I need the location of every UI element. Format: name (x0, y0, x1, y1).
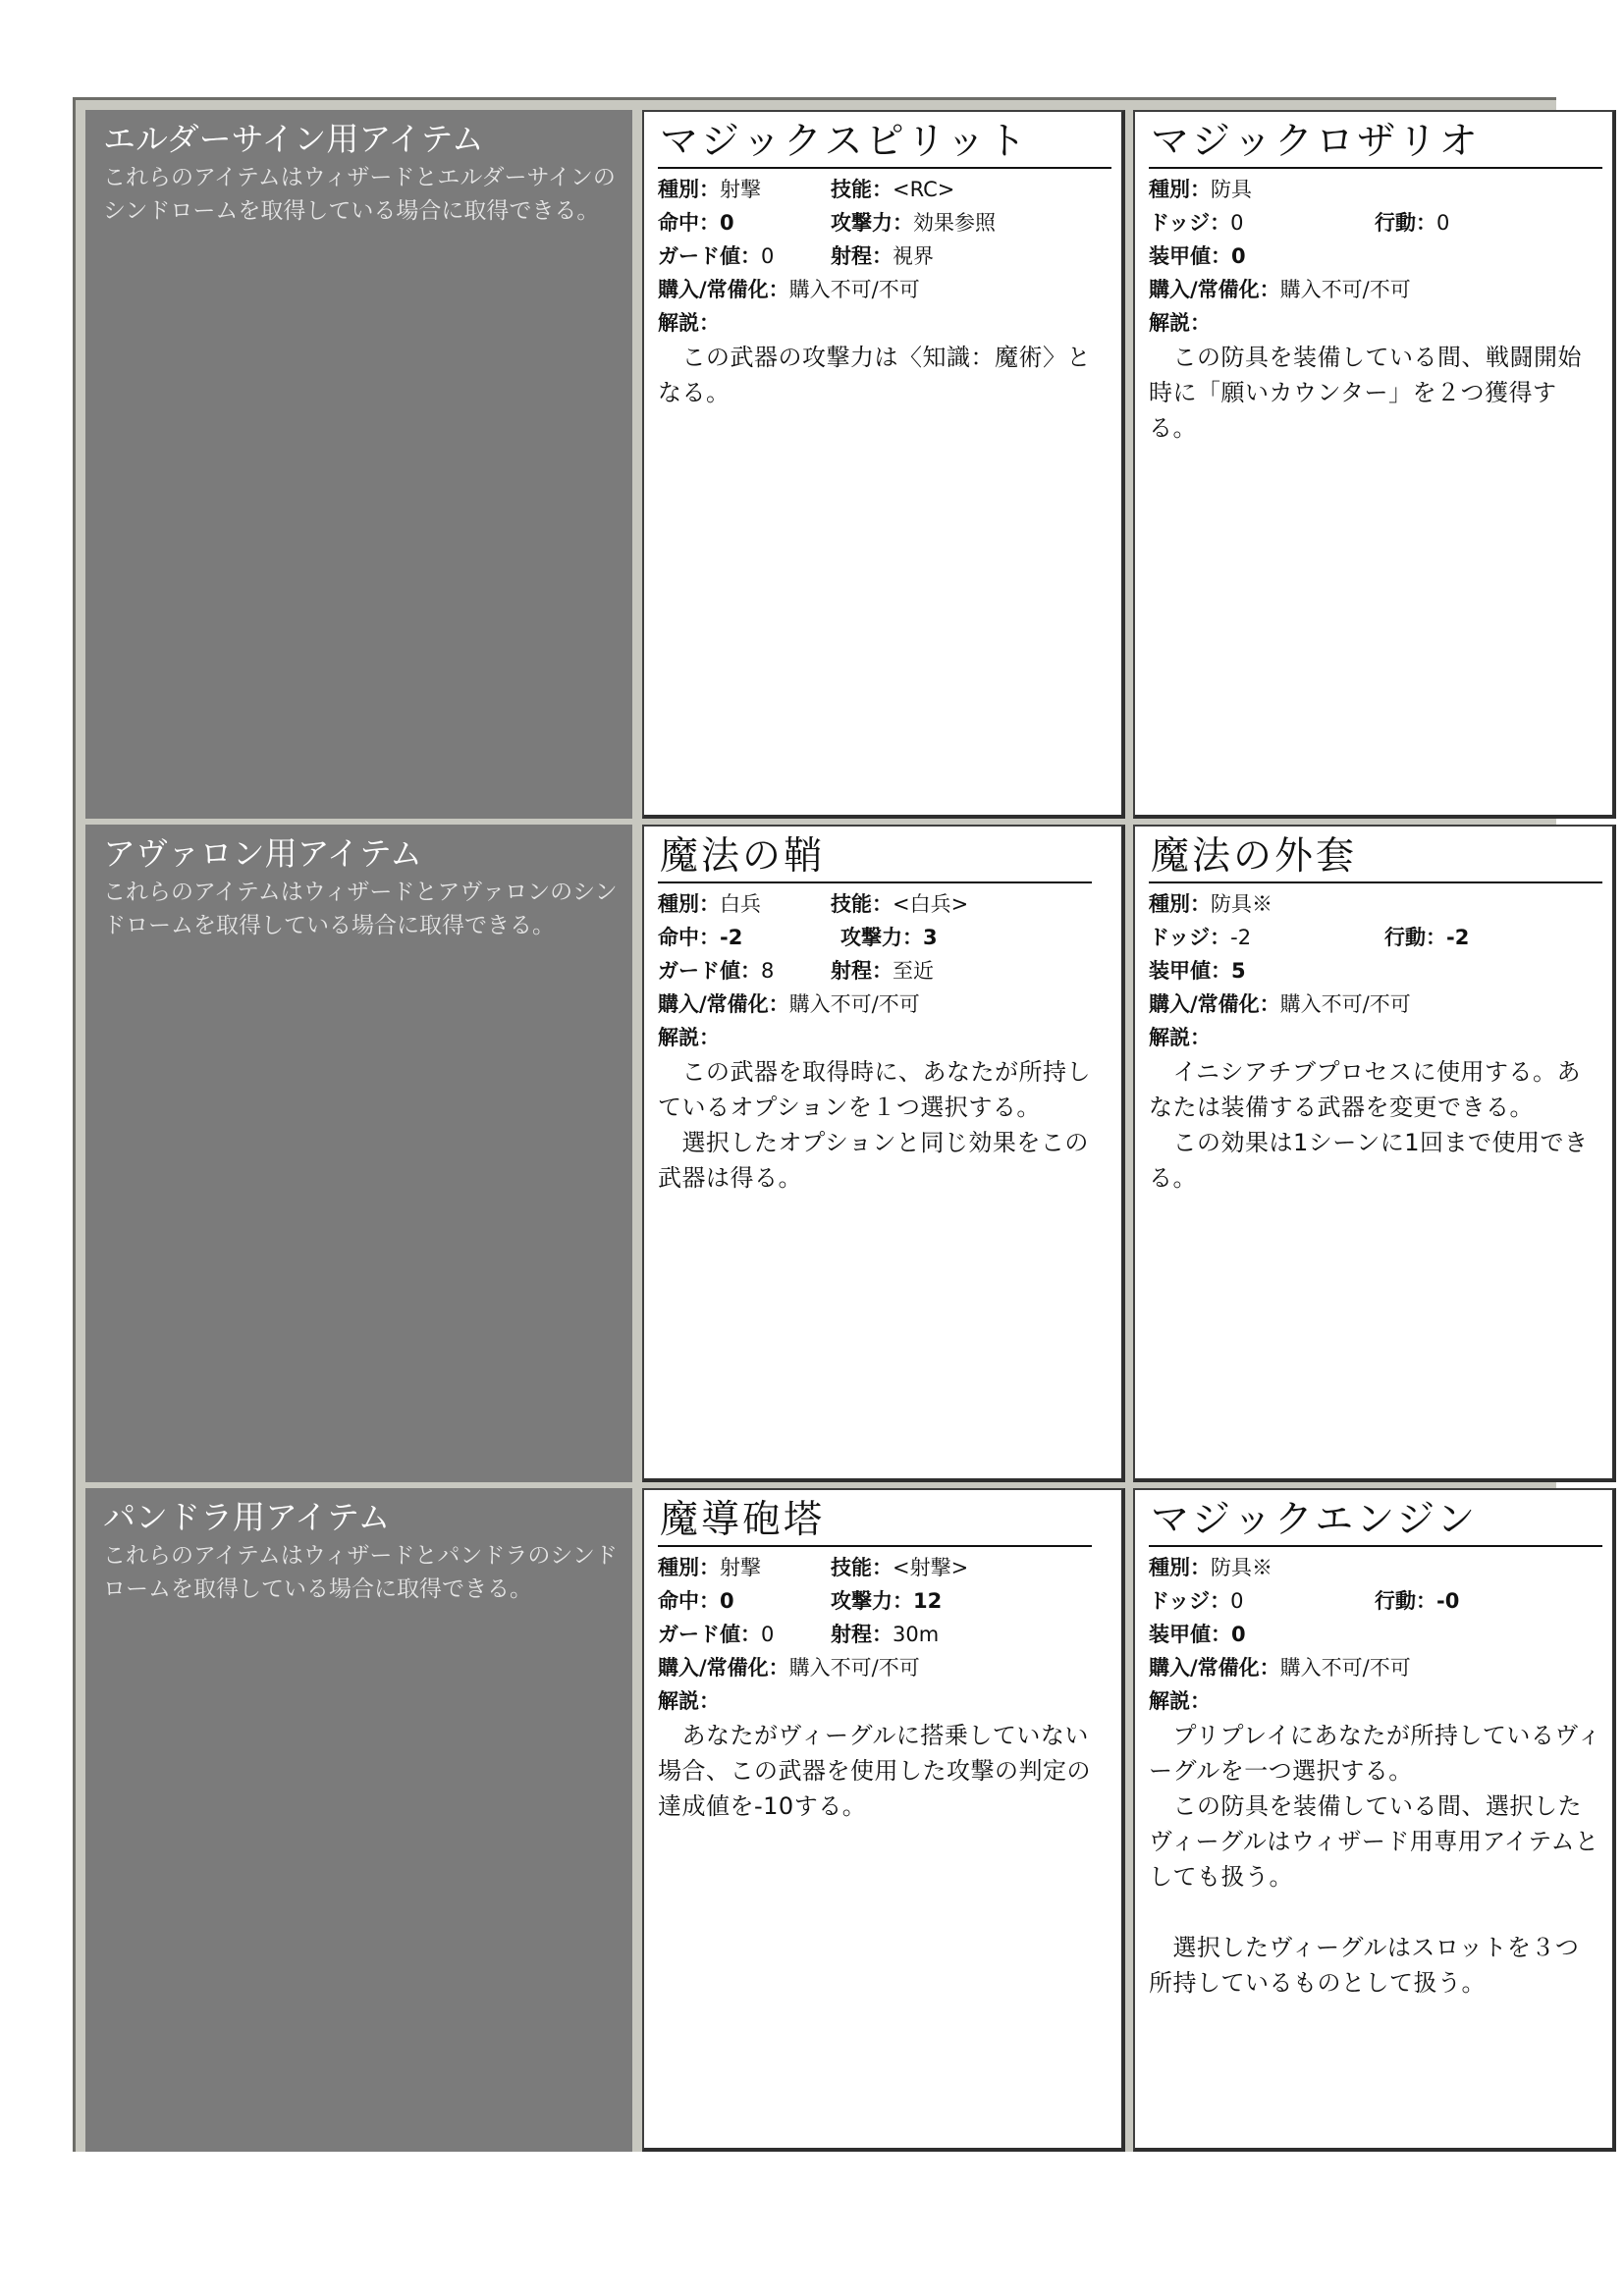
range-label: 射程： (831, 244, 893, 268)
attack-value: 3 (923, 926, 938, 949)
section-title: パンドラ用アイテム (103, 1498, 391, 1536)
item-name: マジックロザリオ (1149, 118, 1602, 169)
item-name: 魔法の外套 (1149, 832, 1602, 883)
dodge-value: 0 (1230, 211, 1244, 235)
description-label: 解説： (1149, 311, 1211, 335)
guard-value: 0 (761, 244, 775, 268)
section-description: これらのアイテムはウィザードとパンドラのシンドロームを取得している場合に取得できる。 (103, 1543, 618, 1602)
description-label: 解説： (1149, 1689, 1211, 1713)
item-name: 魔導砲塔 (658, 1496, 1092, 1547)
armor-value: 0 (1231, 244, 1246, 268)
item-description: あなたがヴィーグルに搭乗していない場合、この武器を使用した攻撃の判定の達成値を-10する。 (658, 1722, 1091, 1820)
stat-line (658, 887, 1111, 921)
type-label: 種別： (658, 1556, 720, 1579)
type-value: 防具※ (1211, 892, 1272, 916)
guard-value: 0 (761, 1623, 775, 1646)
action-label: 行動： (1384, 926, 1446, 949)
stat-line (1149, 1651, 1602, 1684)
stat-line (1149, 1618, 1602, 1651)
range-label: 射程： (831, 959, 893, 983)
hit-label: 命中： (658, 211, 720, 235)
type-label: 種別： (1149, 178, 1211, 201)
stat-line (1149, 988, 1602, 1021)
guard-label: ガード値： (658, 1623, 761, 1646)
stat-line (1149, 306, 1602, 340)
stat-line (658, 1551, 1111, 1584)
item-name: 魔法の鞘 (658, 832, 1092, 883)
attack-label: 攻撃力： (831, 211, 913, 235)
stat-line (658, 1651, 1111, 1684)
armor-label: 装甲値： (1149, 1623, 1231, 1646)
guard-label: ガード値： (658, 959, 761, 983)
action-label: 行動： (1375, 1589, 1436, 1613)
hit-value: -2 (720, 926, 743, 949)
item-row-avalon (76, 825, 1589, 1482)
skill-value: <RC> (893, 178, 955, 201)
armor-value: 5 (1231, 959, 1246, 983)
stat-line (1149, 1684, 1602, 1718)
item-description: イニシアチブプロセスに使用する。あなたは装備する武器を変更できる。 この効果は1シーンに1回まで使用できる。 (1149, 1058, 1589, 1192)
item-description: この武器を取得時に、あなたが所持しているオプションを１つ選択する。 選択したオプションと同じ効果をこの武器は得る。 (658, 1058, 1091, 1192)
buy-value: 購入不可/不可 (1279, 992, 1411, 1016)
section-panel (85, 1488, 632, 2152)
stat-line (658, 954, 1111, 988)
section-panel (85, 825, 632, 1482)
action-label: 行動： (1375, 211, 1436, 235)
section-description: これらのアイテムはウィザードとアヴァロンのシンドロームを取得している場合に取得できる。 (103, 880, 618, 938)
item-row-elder-sign (76, 110, 1582, 819)
buy-value: 購入不可/不可 (1279, 278, 1411, 301)
action-value: 0 (1436, 211, 1450, 235)
buy-label: 購入/常備化： (1149, 278, 1280, 301)
skill-label: 技能： (831, 1556, 893, 1579)
attack-label: 攻撃力： (831, 1589, 913, 1613)
item-card (1133, 1488, 1616, 2152)
item-card (642, 110, 1125, 819)
dodge-label: ドッジ： (1149, 926, 1231, 949)
stat-line (1149, 1584, 1602, 1618)
type-label: 種別： (658, 892, 720, 916)
range-label: 射程： (831, 1623, 893, 1646)
attack-value: 12 (913, 1589, 943, 1613)
buy-value: 購入不可/不可 (788, 992, 920, 1016)
item-card (1133, 825, 1616, 1482)
type-label: 種別： (1149, 1556, 1211, 1579)
section-panel (85, 110, 632, 819)
item-description: この武器の攻撃力は〈知識：魔術〉となる。 (658, 344, 1091, 406)
hit-value: 0 (720, 1589, 734, 1613)
range-value: 至近 (893, 959, 934, 983)
item-card (1133, 110, 1616, 819)
armor-value: 0 (1231, 1623, 1246, 1646)
attack-label: 攻撃力： (840, 926, 923, 949)
skill-value: <白兵> (893, 892, 969, 916)
stat-line (1149, 273, 1602, 306)
action-value: -2 (1446, 926, 1470, 949)
stat-line (1149, 173, 1602, 206)
description-label: 解説： (658, 1026, 720, 1049)
dodge-value: 0 (1230, 1589, 1244, 1613)
dodge-value: -2 (1230, 926, 1252, 949)
action-value: -0 (1436, 1589, 1460, 1613)
description-label: 解説： (658, 1689, 720, 1713)
stat-line (658, 173, 1111, 206)
stat-line (1149, 887, 1602, 921)
section-description: これらのアイテムはウィザードとエルダーサインのシンドロームを取得している場合に取得できる。 (103, 165, 616, 224)
stat-line (658, 1684, 1111, 1718)
item-description: この防具を装備している間、戦闘開始時に「願いカウンター」を２つ獲得する。 (1149, 344, 1582, 442)
type-value: 白兵 (720, 892, 761, 916)
type-value: 防具 (1211, 178, 1252, 201)
stat-line (1149, 1021, 1602, 1054)
buy-label: 購入/常備化： (1149, 1656, 1280, 1680)
range-value: 視界 (893, 244, 934, 268)
buy-value: 購入不可/不可 (788, 278, 920, 301)
item-card (642, 825, 1125, 1482)
stat-line (658, 921, 1111, 954)
stat-line (658, 1618, 1111, 1651)
attack-value: 効果参照 (913, 211, 996, 235)
item-description: プリプレイにあなたが所持しているヴィーグルを一つ選択する。 この防具を装備している間、選択したヴィーグルはウィザード用専用アイテムとしても扱う。 選択したヴィーグルはスロットを３つ所持しているものとして扱う。 (1149, 1722, 1601, 1997)
dodge-label: ドッジ： (1149, 1589, 1231, 1613)
stat-line (658, 1584, 1111, 1618)
hit-value: 0 (720, 211, 734, 235)
type-value: 防具※ (1211, 1556, 1272, 1579)
stat-line (1149, 1551, 1602, 1584)
hit-label: 命中： (658, 1589, 720, 1613)
stat-line (658, 988, 1111, 1021)
buy-label: 購入/常備化： (1149, 992, 1280, 1016)
guard-label: ガード値： (658, 244, 761, 268)
type-value: 射撃 (720, 178, 761, 201)
stat-line (658, 273, 1111, 306)
hit-label: 命中： (658, 926, 720, 949)
stat-line (1149, 240, 1602, 273)
section-title: エルダーサイン用アイテム (103, 120, 484, 158)
skill-value: <射撃> (893, 1556, 969, 1579)
item-card (642, 1488, 1125, 2152)
description-label: 解説： (658, 311, 720, 335)
range-value: 30m (893, 1623, 940, 1646)
item-name: マジックエンジン (1149, 1496, 1602, 1547)
buy-value: 購入不可/不可 (788, 1656, 920, 1680)
buy-value: 購入不可/不可 (1279, 1656, 1411, 1680)
stat-line (658, 206, 1111, 240)
buy-label: 購入/常備化： (658, 1656, 789, 1680)
item-sheet (73, 97, 1601, 2152)
guard-value: 8 (761, 959, 775, 983)
buy-label: 購入/常備化： (658, 992, 789, 1016)
item-name: マジックスピリット (658, 118, 1111, 169)
stat-line (658, 240, 1111, 273)
stat-line (658, 1021, 1111, 1054)
stat-line (1149, 921, 1602, 954)
type-label: 種別： (1149, 892, 1211, 916)
stat-line (1149, 206, 1602, 240)
skill-label: 技能： (831, 178, 893, 201)
armor-label: 装甲値： (1149, 959, 1231, 983)
stat-line (1149, 954, 1602, 988)
armor-label: 装甲値： (1149, 244, 1231, 268)
type-label: 種別： (658, 178, 720, 201)
skill-label: 技能： (831, 892, 893, 916)
dodge-label: ドッジ： (1149, 211, 1231, 235)
buy-label: 購入/常備化： (658, 278, 789, 301)
item-row-pandora (76, 1488, 1601, 2152)
section-title: アヴァロン用アイテム (103, 834, 423, 873)
description-label: 解説： (1149, 1026, 1211, 1049)
stat-line (658, 306, 1111, 340)
type-value: 射撃 (720, 1556, 761, 1579)
